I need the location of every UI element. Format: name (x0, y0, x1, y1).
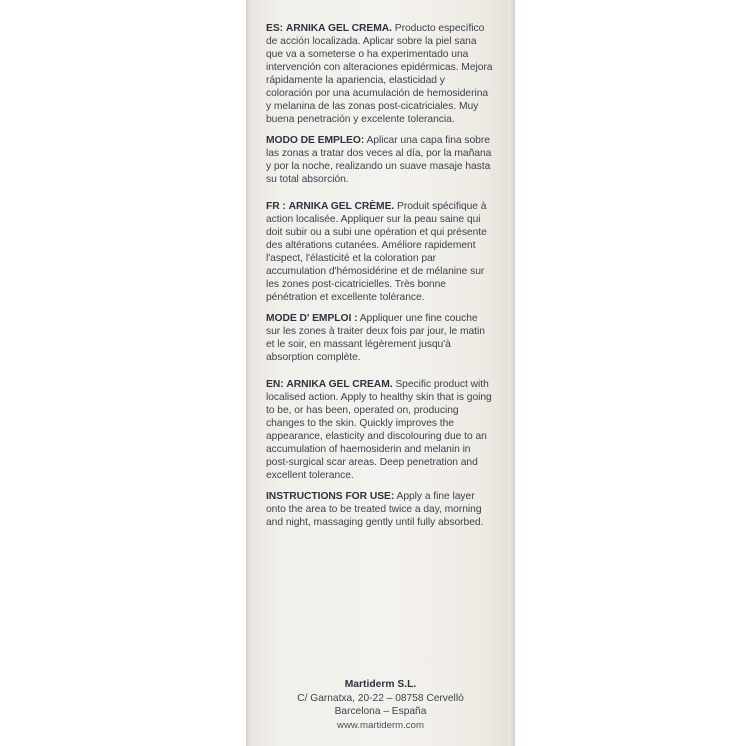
section-fr-usage (266, 312, 494, 364)
spacer-es-fr (266, 186, 494, 200)
section-fr-usage-label: MODE D' EMPLOI : (266, 313, 358, 324)
spacer-fr-en (266, 364, 494, 378)
section-en-lang-label: EN: (266, 379, 284, 390)
left-fold-edge (246, 0, 252, 746)
left-background-margin (0, 0, 246, 746)
section-en-description (266, 378, 494, 482)
spacer-fr (266, 304, 494, 312)
section-es-usage-label: MODO DE EMPLEO: (266, 135, 365, 146)
spacer-en (266, 482, 494, 490)
section-en-body: Specific product with localised action. Apply to healthy skin that is going to be, or has been, operated on, producing changes to the skin. Quickly improves the appearance, elasticity and discolouring due to an accumulation of haemosiderin and melanin in post-surgical scar areas. Deep penetration and excellent tolerance. (266, 379, 492, 481)
paper-speckle (426, 660, 428, 662)
carton-front-panel (246, 0, 515, 746)
paper-speckle (342, 620, 344, 622)
section-es-usage-body: Aplicar una capa fina sobre las zonas a tratar dos veces al día, por la mañana y por la noche, realizando un suave masaje hasta su total absorción. (266, 135, 492, 185)
section-es-body: Producto específico de acción localizada. Aplicar sobre la piel sana que va a someterse o ha experimentado una intervención con alteraciones epidérmicas. Mejora rápidamente la apariencia, elasticidad y coloración por una acumulación de hemosiderina y melanina de las zonas post-cicatriciales. Muy buena penetración y excelente tolerancia. (266, 23, 493, 125)
section-es-lang-label: ES: (266, 23, 284, 34)
section-en-title: ARNIKA GEL CREAM. (286, 379, 393, 390)
panel-text-content (266, 22, 494, 529)
company-address: C/ Garnatxa, 20-22 – 08758 Cervelló (297, 692, 464, 704)
section-fr-description (266, 200, 494, 304)
section-en-usage-body: Apply a fine layer onto the area to be treated twice a day, morning and night, massaging gently until fully absorbed. (266, 491, 484, 528)
company-city: Barcelona – España (334, 706, 427, 718)
section-es-title: ARNIKA GEL CREMA. (285, 23, 392, 34)
section-en-usage (266, 490, 494, 529)
manufacturer-footer (246, 678, 515, 732)
section-es-description (266, 22, 494, 126)
section-en-usage-label: INSTRUCTIONS FOR USE: (266, 491, 395, 502)
section-fr-lang-label: FR : (266, 201, 286, 212)
section-fr-title: ARNIKA GEL CRÈME. (288, 201, 395, 212)
spacer-es (266, 126, 494, 134)
company-website: www.martiderm.com (337, 719, 424, 731)
right-fold-edge (508, 0, 515, 746)
right-background-margin (515, 0, 746, 746)
section-fr-body: Produit spécifique à action localisée. Appliquer sur la peau saine qui doit subir ou a subi une opération et qui présente des altérations cutanées. Améliore rapidement l'aspect, l'élasticité et la coloration par accumulation d'hémosidérine et de mélanine sur les zones post-cicatricielles. Très bonne pénétration et excellente tolérance. (266, 201, 487, 303)
section-fr-usage-body: Appliquer une fine couche sur les zones à traiter deux fois par jour, le matin et le soir, en massant légèrement jusqu'à absorption complète. (266, 313, 485, 363)
paper-speckle (286, 640, 289, 642)
section-es-usage (266, 134, 494, 186)
company-name: Martiderm S.L. (344, 678, 417, 690)
